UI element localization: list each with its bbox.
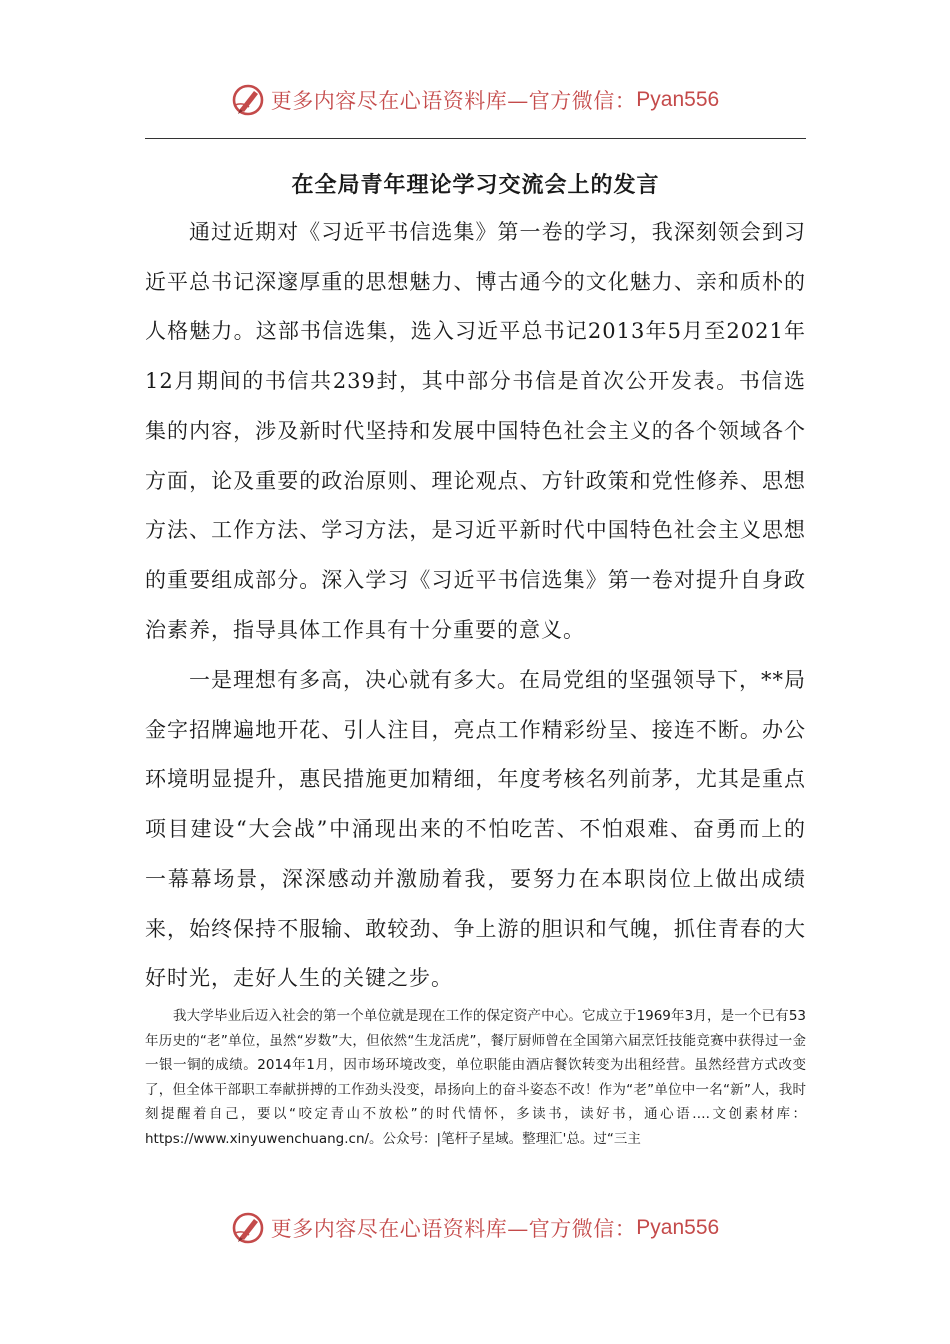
body-paragraph: 通过近期对《习近平书信选集》第一卷的学习，我深刻领会到习近平总书记深邃厚重的思想魅力、博古通今的文化魅力、亲和质朴的人格魅力。这部书信选集，选入习近平总书记2013年5月至2021年12月期间的书信共239封，其中部分书信是首次公开发表。书信选集的内容，涉及新时代坚持和发展中国特色社会主义的各个领域各个方面，论及重要的政治原则、理论观点、方针政策和党性修养、思想方法、工作方法、学习方法，是习近平新时代中国特色社会主义思想的重要组成部分。深入学习《习近平书信选集》第一卷对提升自身政治素养，指导具体工作具有十分重要的意义。 — [145, 220, 806, 642]
small-print-paragraph: 我大学毕业后迈入社会的第一个单位就是现在工作的保定资产中心。它成立于1969年3月，是一个已有53年历史的“老”单位，虽然“岁数”大，但依然“生龙活虎”，餐厅厨师曾在全国第六届烹饪技能竞赛中获得过一金一银一铜的成绩。2014年1月，因市场环境改变，单位职能由酒店餐饮转变为出租经营。虽然经营方式改变了，但全体干部职工奉献拼搏的工作劲头没变，昂扬向上的奋斗姿态不改！作为“老”单位中一名“新”人，我时刻提醒着自己，要以“咬定青山不放松”的时代情怀，多读书，读好书，通心语….文创素材库：https://www.xinyuwenchuang.cn/。公众号：|笔杆子星域。整理汇'总。过“三主 — [145, 1008, 806, 1147]
banner-text: 更多内容尽在心语资料库—官方微信： — [270, 89, 637, 113]
header-divider — [145, 138, 806, 139]
header-banner — [0, 78, 950, 122]
document-title: 在全局青年理论学习交流会上的发言 — [291, 173, 660, 198]
pen-logo-icon — [231, 1211, 265, 1245]
footer-banner — [0, 1206, 950, 1250]
banner-wechat-id: Pyan556 — [636, 88, 720, 111]
banner-text: 更多内容尽在心语资料库—官方微信： — [270, 1217, 637, 1241]
body-paragraph: 一是理想有多高，决心就有多大。在局党组的坚强领导下，**局金字招牌遍地开花、引人注目，亮点工作精彩纷呈、接连不断。办公环境明显提升，惠民措施更加精细，年度考核名列前茅，尤其是重点项目建设“大会战”中涌现出来的不怕吃苦、不怕艰难、奋勇而上的一幕幕场景，深深感动并激励着我，要努力在本职岗位上做出成绩来，始终保持不服输、敢较劲、争上游的胆识和气魄，抓住青春的大好时光，走好人生的关键之步。 — [145, 668, 806, 991]
pen-logo-icon — [231, 83, 265, 117]
banner-wechat-id: Pyan556 — [636, 1216, 720, 1239]
